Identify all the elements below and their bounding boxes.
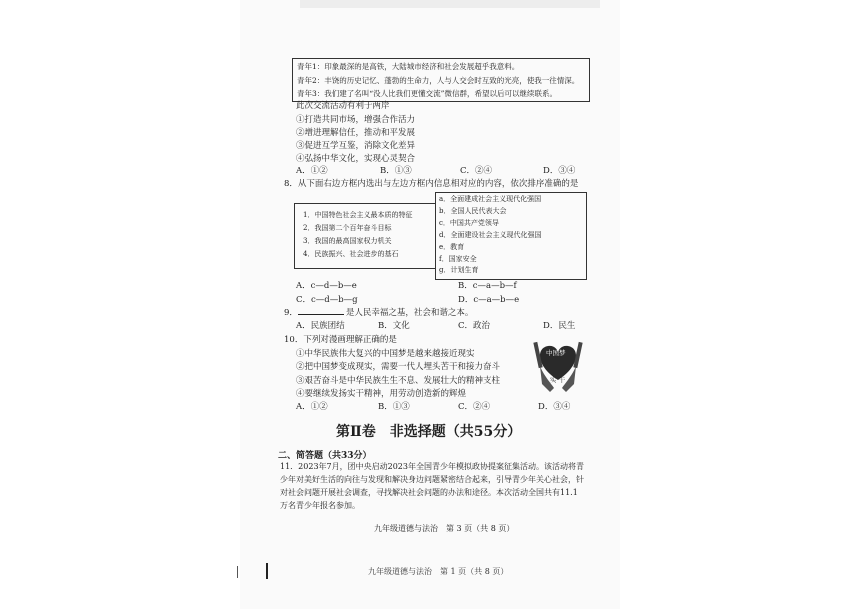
- q8-left-item: 1．中国特色社会主义最本质的特征: [303, 211, 413, 219]
- section-heading: 二、简答题（共33分）: [278, 451, 372, 461]
- question-10-option: ②把中国梦变成现实，需要一代人埋头苦干和接力奋斗: [296, 362, 501, 372]
- question-8-answer: C．c—d—b—g: [296, 295, 358, 305]
- question-8-answer: A．c—d—b—e: [296, 281, 357, 291]
- question-8-stem: 8．从下面右边方框内选出与左边方框内信息相对应的内容，依次排序准确的是: [284, 179, 579, 189]
- question-7-option: ④弘扬中华文化，实现心灵契合: [296, 154, 416, 164]
- question-11-line: 万名青少年报名参加。: [280, 501, 360, 510]
- question-7-option: ③促进互学互鉴，消除文化差异: [296, 141, 416, 151]
- question-7-stem: 此次交流活动有利于两岸: [296, 101, 390, 111]
- question-7-answer: A．①②: [296, 166, 328, 176]
- question-7-answer: B．①③: [380, 166, 412, 176]
- q8-right-item: e．教育: [439, 243, 465, 251]
- question-8-answer: B．c—a—b—f: [458, 281, 517, 291]
- quote-line: 青年2：丰饶的历史记忆、蓬勃的生命力，人与人交会时互致的光亮，使我一往情深。: [297, 76, 580, 85]
- cartoon-heart-hands-icon: [528, 332, 588, 394]
- q8-left-item: 2．我国第二个百年奋斗目标: [303, 224, 392, 232]
- question-10-stem: 10．下列对漫画理解正确的是: [284, 335, 397, 345]
- q8-left-item: 3．我国的最高国家权力机关: [303, 237, 392, 245]
- quote-line: 青年1：印象最深的是高铁，大陆城市经济和社会发展超乎我意料。: [297, 62, 520, 71]
- question-9-answer: B．文化: [378, 321, 410, 331]
- q8-right-item: f．国家安全: [439, 255, 477, 263]
- scan-shadow: [300, 0, 600, 8]
- question-8-answer: D．c—a—b—e: [458, 295, 520, 305]
- q8-left-item: 4．民族振兴、社会进步的基石: [303, 250, 399, 258]
- question-9-number: 9．: [284, 308, 298, 318]
- cartoon-illustration: [528, 332, 588, 394]
- question-11-line: 对社会问题开展社会调查，寻找解决社会问题的办法和途径。本次活动全国共有11.1: [280, 488, 578, 497]
- question-9-answer: C．政治: [458, 321, 491, 331]
- question-9-text: 是人民幸福之基，社会和谐之本。: [345, 308, 474, 318]
- cartoon-label: 中国梦: [546, 349, 566, 357]
- question-10-option: ③艰苦奋斗是中华民族生生不息、发展壮大的精神支柱: [296, 376, 501, 386]
- question-7-option: ②增进理解信任，推动和平发展: [296, 128, 416, 138]
- question-9-stem: [284, 309, 473, 318]
- scan-edge-dots: [237, 566, 238, 578]
- page-footer-faint: 九年级道德与法治 第 1 页（共 8 页）: [368, 567, 509, 576]
- q8-right-item: d．全面建设社会主义现代化强国: [439, 231, 542, 239]
- cartoon-text: 实 干: [550, 376, 566, 384]
- q8-right-item: c．中国共产党领导: [439, 219, 499, 227]
- quote-line: 青年3：我们建了名叫“没人比我们更懂交流”微信群，希望以后可以继续联系。: [297, 89, 557, 98]
- question-10-answer: D．③④: [538, 402, 571, 412]
- answer-blank: [298, 314, 344, 315]
- question-10-option: ④要继续发扬实干精神，用劳动创造新的辉煌: [296, 389, 467, 399]
- q8-right-item: g．计划生育: [439, 266, 479, 274]
- q8-right-item: a．全面建成社会主义现代化强国: [439, 195, 542, 203]
- question-7-answer: D．③④: [543, 166, 576, 176]
- question-10-option: ①中华民族伟大复兴的中国梦是越来越接近现实: [296, 349, 475, 359]
- question-7-option: ①打造共同市场，增强合作活力: [296, 115, 416, 125]
- question-9-answer: A．民族团结: [296, 321, 345, 331]
- question-11-line: 11．2023年7月，团中央启动2023年全国青少年模拟政协提案征集活动。该活动将青: [280, 462, 584, 471]
- question-10-answer: A．①②: [296, 402, 328, 412]
- page-footer: 九年级道德与法治 第 3 页（共 8 页）: [374, 524, 515, 533]
- q8-right-item: b．全国人民代表大会: [439, 207, 507, 215]
- part-2-heading: 第Ⅱ卷 非选择题（共55分）: [336, 424, 522, 440]
- question-11-line: 少年对美好生活的向往与发现和解决身边问题紧密结合起来，引导青少年关心社会，针: [280, 475, 584, 484]
- question-10-answer: B．①③: [378, 402, 410, 412]
- scan-edge-line: [266, 563, 268, 579]
- question-9-answer: D．民生: [543, 321, 576, 331]
- question-7-answer: C．②④: [460, 166, 493, 176]
- question-10-answer: C．②④: [458, 402, 491, 412]
